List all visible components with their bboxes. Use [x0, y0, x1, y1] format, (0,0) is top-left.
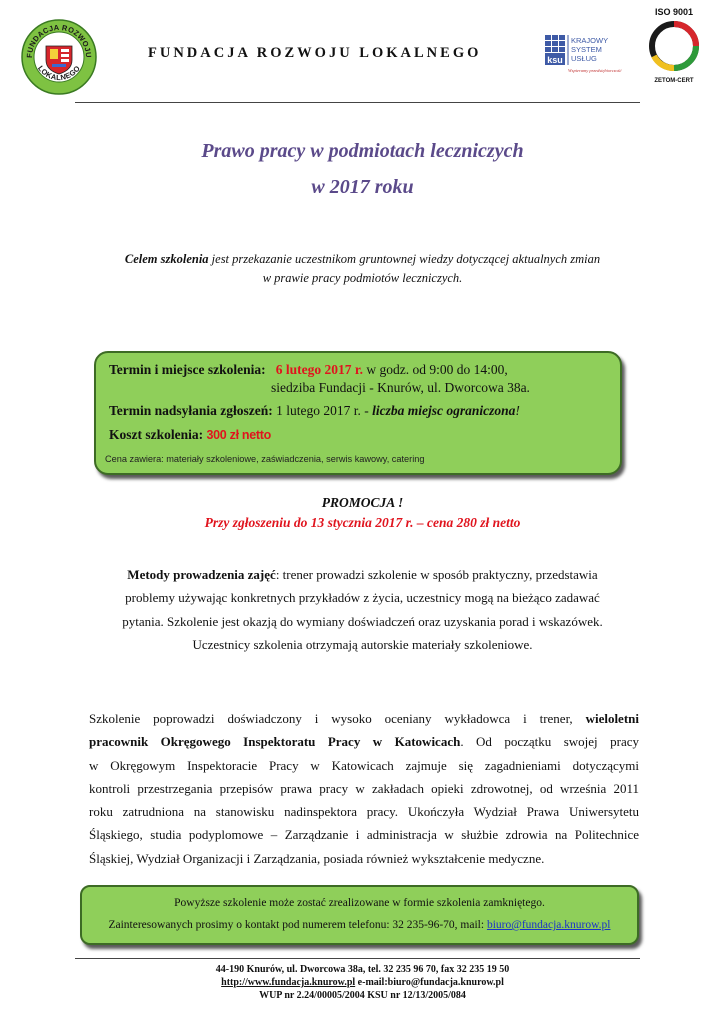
trainer-paragraph — [89, 707, 639, 870]
contact-line1: Powyższe szkolenie może zostać zrealizowane w formie szkolenia zamkniętego. — [174, 897, 545, 909]
ksu-line1: KRAJOWY — [571, 36, 609, 45]
ksu-line3: USŁUG — [571, 54, 597, 63]
trainer-line1 — [89, 707, 639, 730]
trainer-line5: roku zatrudniona na stanowisku nadinspektora pracy. Ukończyła Wydział Prawa Uniwersytetu — [89, 804, 639, 820]
promo-text: Przy zgłoszeniu do 13 stycznia 2017 r. – cena 280 zł netto — [204, 515, 521, 530]
trainer-line7: Śląskiej, Wydział Organizacji i Zarządzania, posiada również wykształcenie medyczne. — [89, 850, 545, 866]
footer-address: 44-190 Knurów, ul. Dworcowa 38a, tel. 32 235 96 70, fax 32 235 19 50 — [215, 964, 510, 975]
cost-row — [109, 427, 271, 443]
ksu-tagline: Wspieramy przedsiębiorczość — [568, 68, 622, 73]
logo-text-top: FUNDACJA ROZWOJU — [24, 22, 94, 59]
trainer-line1-text: Szkolenie poprowadzi doświadczony i wysoko oceniany wykładowca i trener, — [89, 711, 586, 726]
methods-line3: pytania. Szkolenie jest okazją do wymiany doświadczeń oraz uzyskania porad i wskazówek. — [122, 613, 603, 629]
trainer-line2-bold: pracownik Okręgowego Inspektoratu Pracy w Katowicach — [89, 734, 461, 750]
ksu-logo — [545, 34, 629, 74]
iso-label: ISO 9001 — [654, 7, 694, 17]
organization-name: FUNDACJA ROZWOJU LOKALNEGO — [148, 45, 482, 61]
methods-line1: : trener prowadzi szkolenie w sposób praktyczny, przedstawia — [275, 567, 598, 582]
intro-text-line2: w prawie pracy podmiotów leczniczych. — [262, 271, 463, 285]
trainer-line2 — [89, 730, 639, 753]
iso-certificate-logo — [640, 4, 708, 84]
trainer-line6: Śląskiego, studia podyplomowe – Zarządzanie i administracja w służbie zdrowia na Politechnice — [89, 827, 639, 843]
trainer-line3: w Okręgowym Inspektoracie Pracy w Katowicach zajmuje się zagadnieniami dotyczącymi — [89, 757, 639, 773]
term-hours: w godz. od 9:00 do 14:00, — [362, 362, 508, 377]
deadline-note: liczba miejsc ograniczona — [372, 403, 516, 418]
ksu-line2: SYSTEM — [571, 45, 602, 54]
price-includes: Cena zawiera: materiały szkoleniowe, zaświadczenia, serwis kawowy, catering — [105, 454, 425, 464]
intro-text-line1: jest przekazanie uczestnikom gruntownej wiedzy dotyczącej aktualnych zmian — [208, 252, 601, 266]
deadline-end: ! — [515, 403, 520, 418]
contact-box — [80, 885, 639, 945]
training-info-box — [94, 351, 622, 475]
methods-line4: Uczestnicy szkolenia otrzymają autorskie materiały szkoleniowe. — [192, 636, 533, 652]
term-row — [109, 362, 508, 378]
term-label: Termin i miejsce szkolenia: — [109, 362, 266, 377]
methods-label: Metody prowadzenia zajęć — [127, 567, 276, 582]
footer-registration: WUP nr 2.24/00005/2004 KSU nr 12/13/2005/084 — [259, 990, 466, 1001]
methods-paragraph — [90, 563, 635, 656]
deadline-label: Termin nadsyłania zgłoszeń: — [109, 403, 273, 418]
deadline-date: 1 lutego 2017 r. - — [272, 403, 373, 418]
footer-links — [0, 977, 725, 988]
term-place: siedziba Fundacji - Knurów, ul. Dworcowa 38a. — [271, 380, 530, 395]
contact-email-link[interactable]: biuro@fundacja.knurow.pl — [486, 919, 611, 931]
logo-text-bottom: LOKALNEGO — [36, 63, 82, 83]
methods-line2: problemy używając konkretnych przykładów z życia, uczestnicy mogą na bieżąco zadawać — [125, 590, 600, 606]
intro-lead: Celem szkolenia — [124, 252, 209, 266]
trainer-line4: kontroli przestrzegania przepisów prawa pracy w zakładach opieki zdrowotnej, od września 2011 — [89, 780, 639, 796]
footer-divider — [75, 958, 640, 959]
cost-value: 300 zł netto — [206, 428, 271, 442]
term-date: 6 lutego 2017 r. — [275, 362, 363, 377]
contact-line2 — [82, 919, 637, 931]
footer-website-link[interactable]: http://www.fundacja.knurow.pl — [221, 977, 356, 988]
page-title-line1: Prawo pracy w podmiotach leczniczych — [201, 140, 524, 162]
trainer-line2-text: . Od początku swojej pracy — [460, 734, 639, 750]
ksu-mark: ksu — [547, 55, 563, 65]
deadline-row — [109, 403, 520, 419]
intro-paragraph — [60, 250, 665, 288]
page-title-line2: w 2017 roku — [311, 176, 414, 198]
footer-email: e-mail:biuro@fundacja.knurow.pl — [355, 977, 504, 988]
iso-cert-label: ZETOM-CERT — [654, 78, 694, 84]
promo-title: PROMOCJA ! — [321, 495, 404, 510]
cost-label: Koszt szkolenia: — [109, 427, 207, 442]
contact-line2-text: Zainteresowanych prosimy o kontakt pod numerem telefonu: 32 235-96-70, mail: — [108, 919, 487, 931]
header-divider — [75, 102, 640, 103]
trainer-line1-bold: wieloletni — [585, 711, 639, 726]
foundation-logo — [20, 18, 98, 96]
